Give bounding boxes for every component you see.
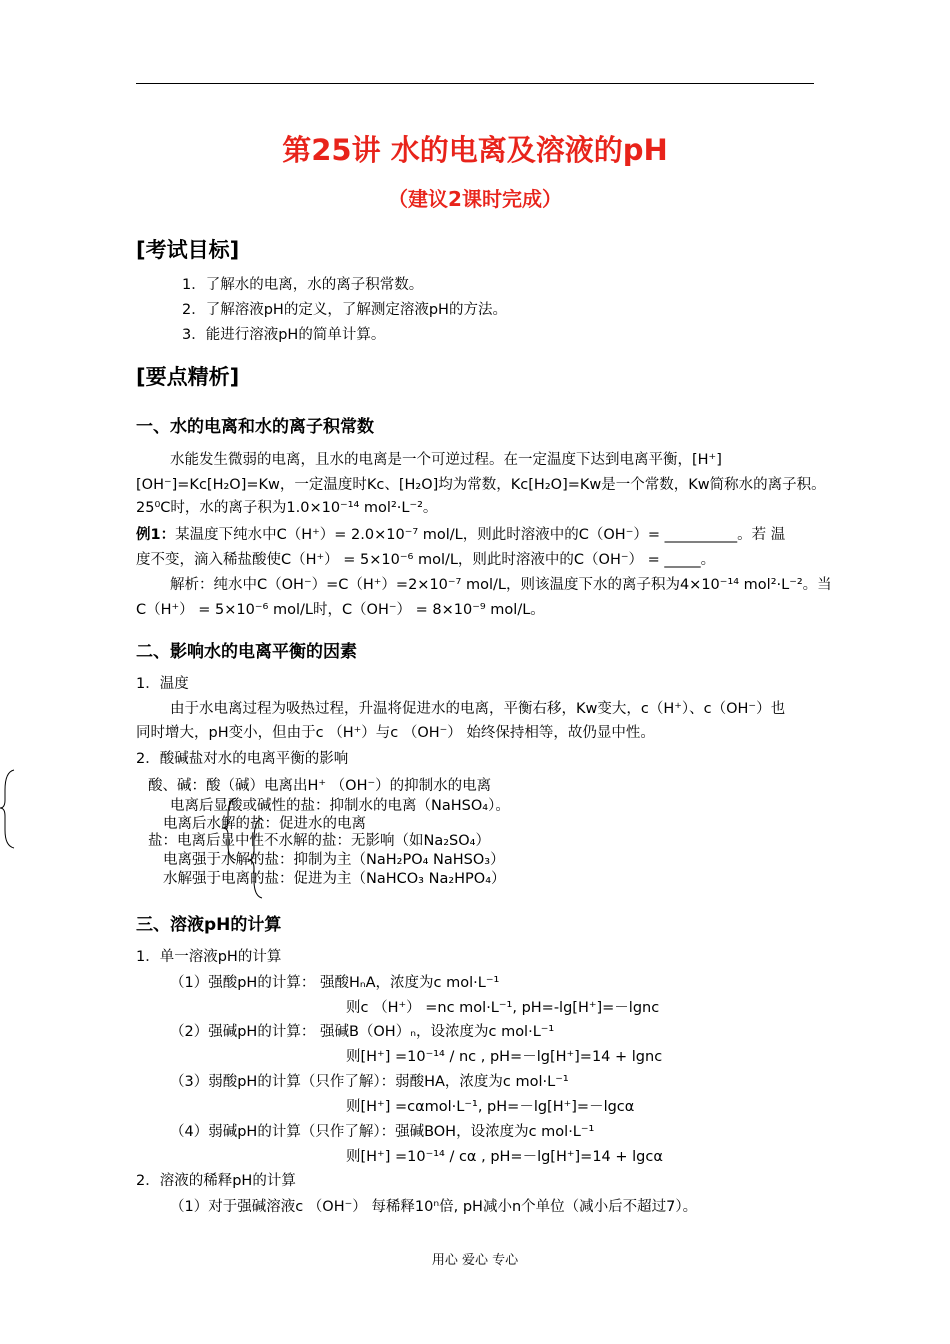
section1-heading: 一、水的电离和水的离子积常数 <box>136 417 374 437</box>
section2-heading: 二、影响水的电离平衡的因素 <box>136 642 357 662</box>
s1-paragraph-line2: [OH⁻]=Kc[H₂O]=Kw，一定温度时Kc、[H₂O]均为常数，Kc[H₂O]=Kw是一个常数，Kw简称水的离子积。 <box>136 477 826 493</box>
tree-salt-hydrolysis: 电离后水解的盐：促进水的电离 <box>163 816 366 832</box>
page-title: 第25讲 水的电离及溶液的pH <box>282 133 668 167</box>
goal-item-3: 3．能进行溶液pH的简单计算。 <box>182 327 386 343</box>
tree-salt-neutral: 盐：电离后显中性不水解的盐：无影响（如Na₂SO₄） <box>148 833 490 849</box>
solution-line2: C（H⁺） = 5×10⁻⁶ mol/L时，C（OH⁻） = 8×10⁻⁹ mol/L。 <box>136 602 545 618</box>
goal-item-1: 1．了解水的电离，水的离子积常数。 <box>182 277 424 293</box>
s3-item-2: 2．溶液的稀释pH的计算 <box>136 1173 296 1189</box>
example-label: 例1： <box>136 527 176 543</box>
page-footer: 用心 爱心 专心 <box>431 1253 519 1268</box>
s2-item-2: 2．酸碱盐对水的电离平衡的影响 <box>136 751 349 767</box>
page-subtitle: （建议2课时完成） <box>388 187 562 211</box>
analysis-heading: [要点精析] <box>136 365 240 389</box>
dilution-strong-base: （1）对于强碱溶液c （OH⁻） 每稀释10ⁿ倍, pH减小n个单位（减小后不超过7）。 <box>170 1199 698 1215</box>
s2-temp-line2: 同时增大，pH变小，但由于c （H⁺）与c （OH⁻） 始终保持相等，故仍显中性。 <box>136 725 655 741</box>
solution-line1: 解析：纯水中C（OH⁻）=C（H⁺）=2×10⁻⁷ mol/L，则该温度下水的离子积为4×10⁻¹⁴ mol²·L⁻²。当 <box>170 577 832 593</box>
calc-weak-acid: （3）弱酸pH的计算（只作了解）：弱酸HA，浓度为c mol·L⁻¹ <box>170 1074 569 1090</box>
s1-paragraph-line1: 水能发生微弱的电离，且水的电离是一个可逆过程。在一定温度下达到电离平衡，[H⁺] <box>170 452 722 468</box>
calc-weak-acid-result: 则[H⁺] =cαmol·L⁻¹, pH=－lg[H⁺]=－lgcα <box>346 1099 635 1115</box>
s2-temp-line1: 由于水电离过程为吸热过程，升温将促进水的电离，平衡右移，Kw变大，c（H⁺）、c（OH⁻）也 <box>170 701 786 717</box>
calc-weak-base: （4）弱碱pH的计算（只作了解）：强碱BOH，设浓度为c mol·L⁻¹ <box>170 1124 595 1140</box>
s3-item-1: 1．单一溶液pH的计算 <box>136 949 282 965</box>
calc-strong-base-result: 则[H⁺] =10⁻¹⁴ / nc , pH=－lg[H⁺]=14 + lgnc <box>346 1049 663 1065</box>
calc-strong-acid-result: 则c （H⁺） =nc mol·L⁻¹, pH=-lg[H⁺]=－lgnc <box>346 1000 660 1016</box>
tree-salt-ionization-dominant: 电离强于水解的盐：抑制为主（NaH₂PO₄ NaHSO₃） <box>163 852 505 868</box>
goal-item-2: 2．了解溶液pH的定义，了解测定溶液pH的方法。 <box>182 302 507 318</box>
section3-heading: 三、溶液pH的计算 <box>136 915 282 935</box>
example-text: 某温度下纯水中C（H⁺）= 2.0×10⁻⁷ mol/L，则此时溶液中的C（OH⁻）= __________。若 温 <box>175 527 786 543</box>
calc-weak-base-result: 则[H⁺] =10⁻¹⁴ / cα , pH=－lg[H⁺]=14 + lgcα <box>346 1149 663 1165</box>
calc-strong-base: （2）强碱pH的计算： 强碱B（OH）ₙ，设浓度为c mol·L⁻¹ <box>170 1024 555 1040</box>
s2-item-1: 1．温度 <box>136 676 189 692</box>
tree-salt-hydrolysis-dominant: 水解强于电离的盐：促进为主（NaHCO₃ Na₂HPO₄） <box>163 871 506 887</box>
calc-strong-acid: （1）强酸pH的计算： 强酸HₙA，浓度为c mol·L⁻¹ <box>170 975 500 991</box>
tree-salt-acidic-basic: 电离后显酸或碱性的盐：抑制水的电离（NaHSO₄）。 <box>170 798 510 814</box>
goals-heading: [考试目标] <box>136 238 240 262</box>
example-1-line2: 度不变，滴入稀盐酸使C（H⁺） = 5×10⁻⁶ mol/L，则此时溶液中的C（OH⁻） = _____。 <box>136 552 716 568</box>
tree-acid-base: 酸、碱：酸（碱）电离出H⁺ （OH⁻）的抑制水的电离 <box>148 778 492 794</box>
s1-paragraph-line3: 25⁰C时，水的离子积为1.0×10⁻¹⁴ mol²·L⁻²。 <box>136 500 438 516</box>
